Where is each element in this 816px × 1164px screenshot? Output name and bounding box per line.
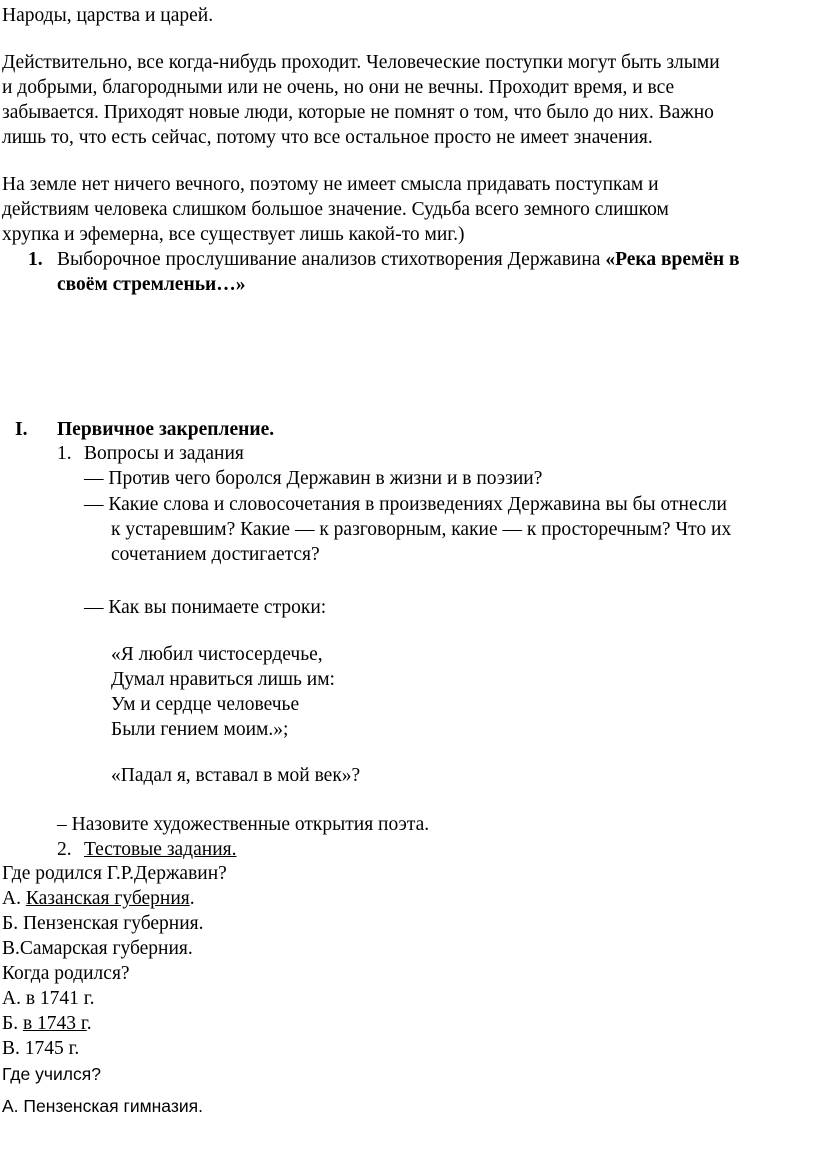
subsection1-title: Вопросы и задания xyxy=(84,443,244,464)
paragraph1-line3: забывается. Приходят новые люди, которые не помнят о том, что было до них. Важно xyxy=(2,102,714,123)
question2-line1: — Какие слова и словосочетания в произведениях Державина вы бы отнесли xyxy=(84,494,727,515)
item1-number: 1. xyxy=(28,249,43,270)
question2-line3: сочетанием достигается? xyxy=(111,544,320,565)
subsection2-title: Тестовые задания. xyxy=(84,839,237,860)
item1-title-a: «Река времён в xyxy=(605,249,740,270)
test-q2-option-a: А. в 1741 г. xyxy=(2,988,95,1009)
test-question3: Где учился? xyxy=(2,1064,101,1084)
paragraph1-line1: Действительно, все когда-нибудь проходит. Человеческие поступки могут быть злыми xyxy=(2,52,720,73)
paragraph1-line4: лишь то, что есть сейчас, потому что все остальное просто не имеет значения. xyxy=(2,127,653,148)
poem-line4: Были гением моим.»; xyxy=(111,719,289,740)
test-q1-option-a: А. Казанская губерния. xyxy=(2,888,195,909)
test-q1-option-b: Б. Пензенская губерния. xyxy=(2,913,204,934)
poem2-line: «Падал я, вставал в мой век»? xyxy=(111,765,361,786)
paragraph2-line3: хрупка и эфемерна, все существует лишь какой-то миг.) xyxy=(2,224,465,245)
paragraph2-line1: На земле нет ничего вечного, поэтому не имеет смысла придавать поступкам и xyxy=(2,174,659,195)
question4: – Назовите художественные открытия поэта. xyxy=(57,814,430,835)
intro-line: Народы, царства и царей. xyxy=(2,5,214,26)
question3: — Как вы понимаете строки: xyxy=(84,597,327,618)
test-q2-option-b: Б. в 1743 г. xyxy=(2,1013,92,1034)
paragraph2-line2: действиям человека слишком большое значение. Судьба всего земного слишком xyxy=(2,199,669,220)
test-q3-option-a: А. Пензенская гимназия. xyxy=(2,1096,203,1116)
paragraph1-line2: и добрыми, благородными или не очень, но они не вечны. Проходит время, и все xyxy=(2,77,675,98)
section-title: Первичное закрепление. xyxy=(57,419,275,440)
question2-line2: к устаревшим? Какие — к разговорным, какие — к просторечным? Что их xyxy=(111,519,732,540)
test-q1-answer: Казанская губерния xyxy=(25,888,190,909)
item1-line1 xyxy=(57,250,740,270)
subsection1-number: 1. xyxy=(57,443,72,464)
item1-text: Выборочное прослушивание анализов стихотворения Державина xyxy=(57,249,606,270)
test-question1: Где родился Г.Р.Державин? xyxy=(2,863,227,884)
test-q1-option-c: В.Самарская губерния. xyxy=(2,938,193,959)
poem-line3: Ум и сердце человечье xyxy=(111,694,300,715)
item1-title-b: своём стремленьи…» xyxy=(57,274,246,295)
test-q2-option-c: В. 1745 г. xyxy=(2,1038,80,1059)
subsection2-number: 2. xyxy=(57,839,72,860)
section-numeral: I. xyxy=(15,419,28,440)
question1: — Против чего боролся Державин в жизни и в поэзии? xyxy=(84,468,543,489)
item1-line2 xyxy=(57,275,246,295)
poem-line2: Думал нравиться лишь им: xyxy=(111,669,335,690)
test-q2-answer: в 1743 г xyxy=(22,1013,87,1034)
test-question2: Когда родился? xyxy=(2,963,130,984)
poem-line1: «Я любил чистосердечье, xyxy=(111,644,323,665)
